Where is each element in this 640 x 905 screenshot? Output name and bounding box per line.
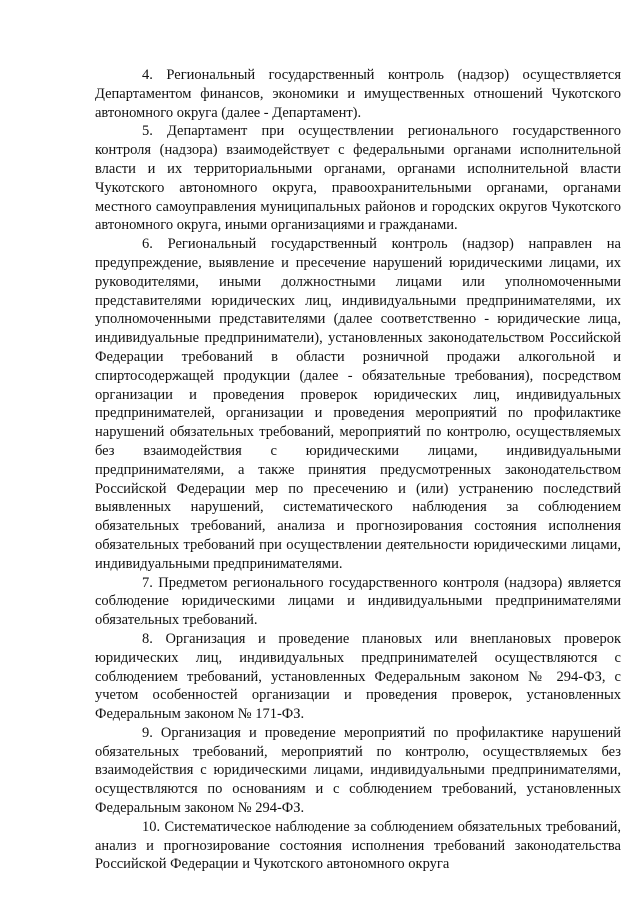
paragraph-7: 7. Предметом регионального государственного контроля (надзора) является соблюдение юридическими лицами и индивидуальными предпринимателями обязательных требований. xyxy=(95,574,621,629)
paragraph-4: 4. Региональный государственный контроль (надзор) осуществляется Департаментом финансов, экономики и имущественных отношений Чукотского автономного округа (далее - Департамент). xyxy=(95,67,621,121)
paragraph-6: 6. Региональный государственный контроль (надзор) направлен на предупреждение, выявление и пресечение нарушений юридическими лицами, их руководителями, иными должностными лицами или уполномоченными представителями юридических лиц, индивидуальными предпринимателями, их уполномоченными представителями (далее соответственно - юридические лица, индивидуальные предприниматели), установленных законодательством Российской Федерации требований в области розничной продажи алкогольной и спиртосодержащей продукции (далее - обязательные требования), посредством организации и проведения проверок юридических лиц, индивидуальных предпринимателей, организации и проведения мероприятий по профилактике нарушений обязательных требований, мероприятий по контролю, осуществляемых без взаимодействия с юридическими лицами, индивидуальными предпринимателями, а также принятия предусмотренных законодательством Российской Федерации мер по пресечению и (или) устранению последствий выявленных нарушений, систематического наблюдения за соблюдением обязательных требований, анализа и прогнозирования состояния исполнения обязательных требований при осуществлении деятельности юридическими лицами, индивидуальными предпринимателями. xyxy=(95,236,621,572)
document-page xyxy=(95,66,621,874)
paragraph-8: 8. Организация и проведение плановых или внеплановых проверок юридических лиц, индивидуальных предпринимателей осуществляются с соблюдением требований, установленных Федеральным законом № 294-ФЗ, с учетом особенностей организации и проведения проверок, установленных Федеральным законом № 171-ФЗ. xyxy=(95,630,621,723)
paragraph-10: 10. Систематическое наблюдение за соблюдением обязательных требований, анализ и прогнозирование состояния исполнения требований законодательства Российской Федерации и Чукотского автономного округа xyxy=(95,818,621,873)
paragraph-9: 9. Организация и проведение мероприятий по профилактике нарушений обязательных требований, мероприятий по контролю, осуществляемых без взаимодействия с юридическими лицами, индивидуальными предпринимателями, осуществляются по основаниям и с соблюдением требований, установленных Федеральным законом № 294-ФЗ. xyxy=(95,724,621,817)
paragraph-5: 5. Департамент при осуществлении регионального государственного контроля (надзора) взаимодействует с федеральными органами исполнительной власти и их территориальными органами, органами исполнительной власти Чукотского автономного округа, правоохранительными органами, органами местного самоуправления муниципальных районов и городских округов Чукотского автономного округа, иными организациями и гражданами. xyxy=(95,123,621,234)
